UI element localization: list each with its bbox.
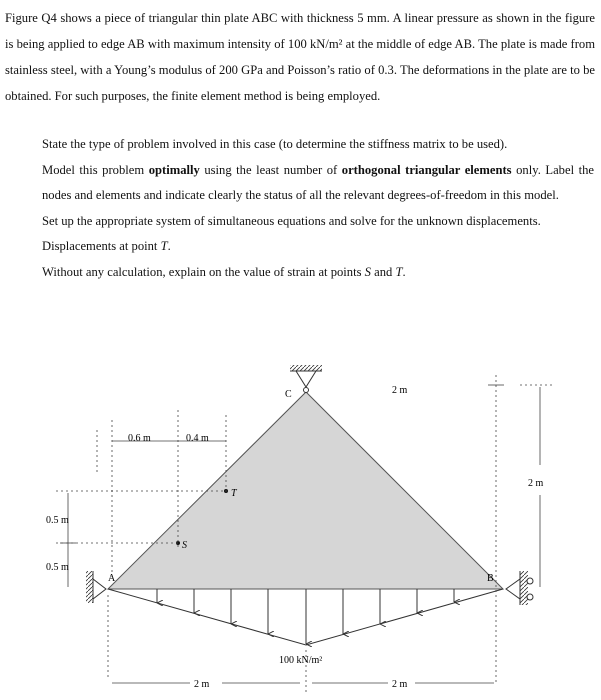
task-2: Model this problem optimally using the least number of orthogonal triangular elements only. Label the nodes and elements and indicate clearly the status of all the relevant degrees-of-freedom in this model. [42,162,594,203]
task-4: Displacements at point T. [42,239,171,254]
dim-0-5-lower-label: 0.5 m [46,562,69,573]
dim-0-6-label: 0.6 m [128,433,151,444]
dim-0-4-label: 0.4 m [186,433,209,444]
point-t-label: T [231,488,237,499]
node-b-label: B [487,573,494,584]
intro-paragraph: Figure Q4 shows a piece of triangular thin plate ABC with thickness 5 mm. A linear pressure as shown in the figure is being applied to edge AB with maximum intensity of 100 kN/m² at the middle of edge AB. The plate is made from stainless steel, with a Young’s modulus of 200 GPa and Poisson’s ratio of 0.3. The deformations in the plate are to be obtained. For such purposes, the finite element method is being employed. [5,11,595,103]
triangular-plate [108,392,503,589]
dim-2-top-label: 2 m [392,385,408,396]
pressure-load [108,589,503,645]
node-a-label: A [108,573,116,584]
support-c [290,365,322,393]
support-a [86,571,106,603]
problem-statement [5,5,595,109]
load-label: 100 kN/m² [279,655,323,666]
task-5: Without any calculation, explain on the value of strain at points S and T. [42,264,406,279]
task-list [42,132,594,286]
task-2-bold-optimally: optimally [148,162,200,177]
node-c-label: C [285,389,292,400]
task-2-bold-elements: orthogonal triangular elements [341,162,512,177]
figure-q4 [0,355,601,700]
support-b [506,571,533,605]
task-1: State the type of problem involved in this case (to determine the stiffness matrix to be used). [42,137,508,151]
dim-2-bottom-left-label: 2 m [194,679,210,690]
dim-2-right-label: 2 m [528,478,544,489]
dim-2-bottom-right-label: 2 m [392,679,408,690]
task-3: Set up the appropriate system of simultaneous equations and solve for the unknown displacements. [42,213,541,228]
point-s-label: S [182,540,187,551]
dim-0-5-upper-label: 0.5 m [46,515,69,526]
